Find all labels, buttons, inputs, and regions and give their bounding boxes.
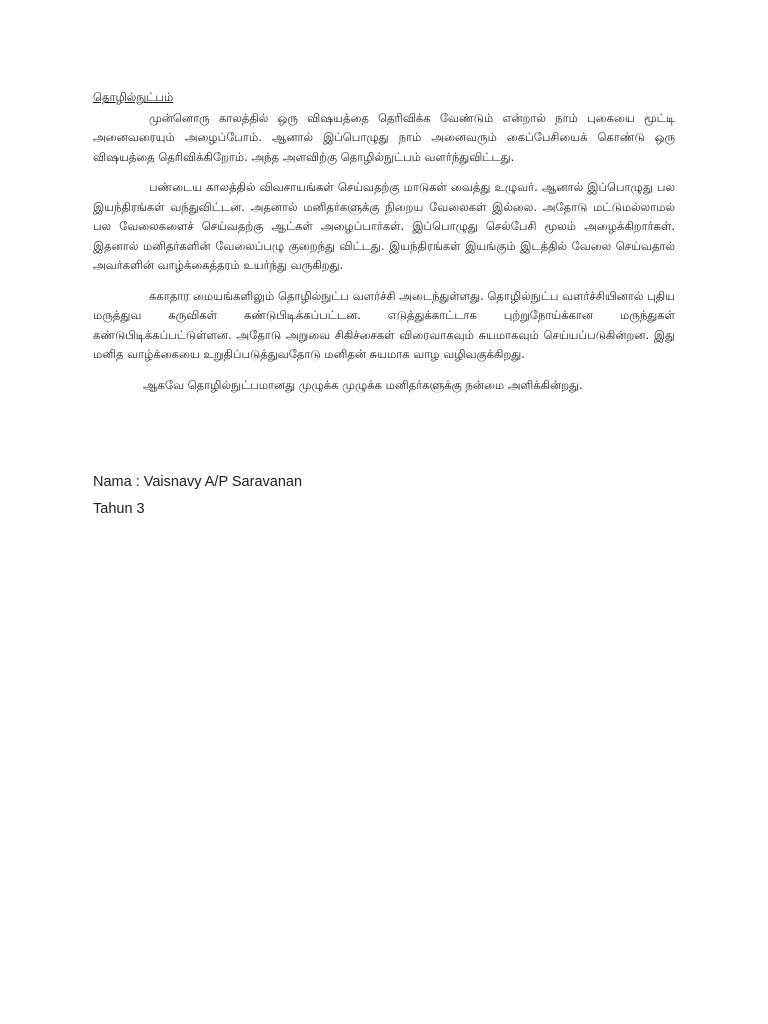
essay-paragraph-1: முன்னொரு காலத்தில் ஒரு விஷயத்தை தெரிவிக்க வேண்டும் என்றால் நாம் புகையை மூட்டி அனைவரையும் அழைப்போம். ஆனால் இப்பொழுது நாம் அனைவரும் கைப்பேசியைக் கொண்டு ஒரு விஷயத்தை தெரிவிக்கிறோம். அந்த அளவிற்கு தொழில்நுட்பம் வளர்ந்துவிட்டது. — [93, 110, 675, 164]
essay-body — [93, 88, 675, 406]
student-year: Tahun 3 — [93, 501, 145, 517]
essay-title: தொழில்நுட்பம் — [93, 90, 174, 104]
student-info — [93, 469, 302, 523]
student-name: Nama : Vaisnavy A/P Saravanan — [93, 474, 303, 490]
essay-paragraph-2: பண்டைய காலத்தில் விவசாயங்கள் செய்வதற்கு மாடுகள் வைத்து உழுவர். ஆனால் இப்பொழுது பல இயந்திரங்கள் வந்துவிட்டன. அதனால் மனிதர்களுக்கு நிறைய வேலைகள் இல்லை. அதோடு மட்டுமல்லாமல் பல வேலைகளைச் செய்வதற்கு ஆட்கள் அழைப்பார்கள். இப்பொழுது செல்பேசி மூலம் அழைக்கிறார்கள். இதனால் மனிதர்களின் வேலைப்பழு குறைந்து விட்டது. இயந்திரங்கள் இயங்கும் இடத்தில் வேலை செய்வதால் அவர்களின் வாழ்க்கைத்தரம் உயர்ந்து வருகிறது. — [93, 180, 675, 272]
essay-paragraph-conclusion: ஆகவே தொழில்நுட்பமானது முழுக்க முழுக்க மனிதர்களுக்கு நன்மை அளிக்கின்றது. — [143, 377, 583, 392]
essay-paragraph-3: சுகாதார மையங்களிலும் தொழில்நுட்ப வளர்ச்சி அடைந்துள்ளது. தொழில்நுட்ப வளர்ச்சியினால் புதிய மருத்துவ கருவிகள் கண்டுபிடிக்கப்பட்டன. எடுத்துக்காட்டாக புற்றுநோய்க்கான மருந்துகள் கண்டுபிடிக்கப்பட்டுள்ளன. அதோடு அறுவை சிகிச்சைகள் விரைவாகவும் சுயமாகவும் செய்யப்படுகின்றன. இது மனித வாழ்க்கையை உறுதிப்படுத்துவதோடு மனிதன் சுயமாக வாழ வழிவகுக்கிறது. — [93, 288, 675, 361]
